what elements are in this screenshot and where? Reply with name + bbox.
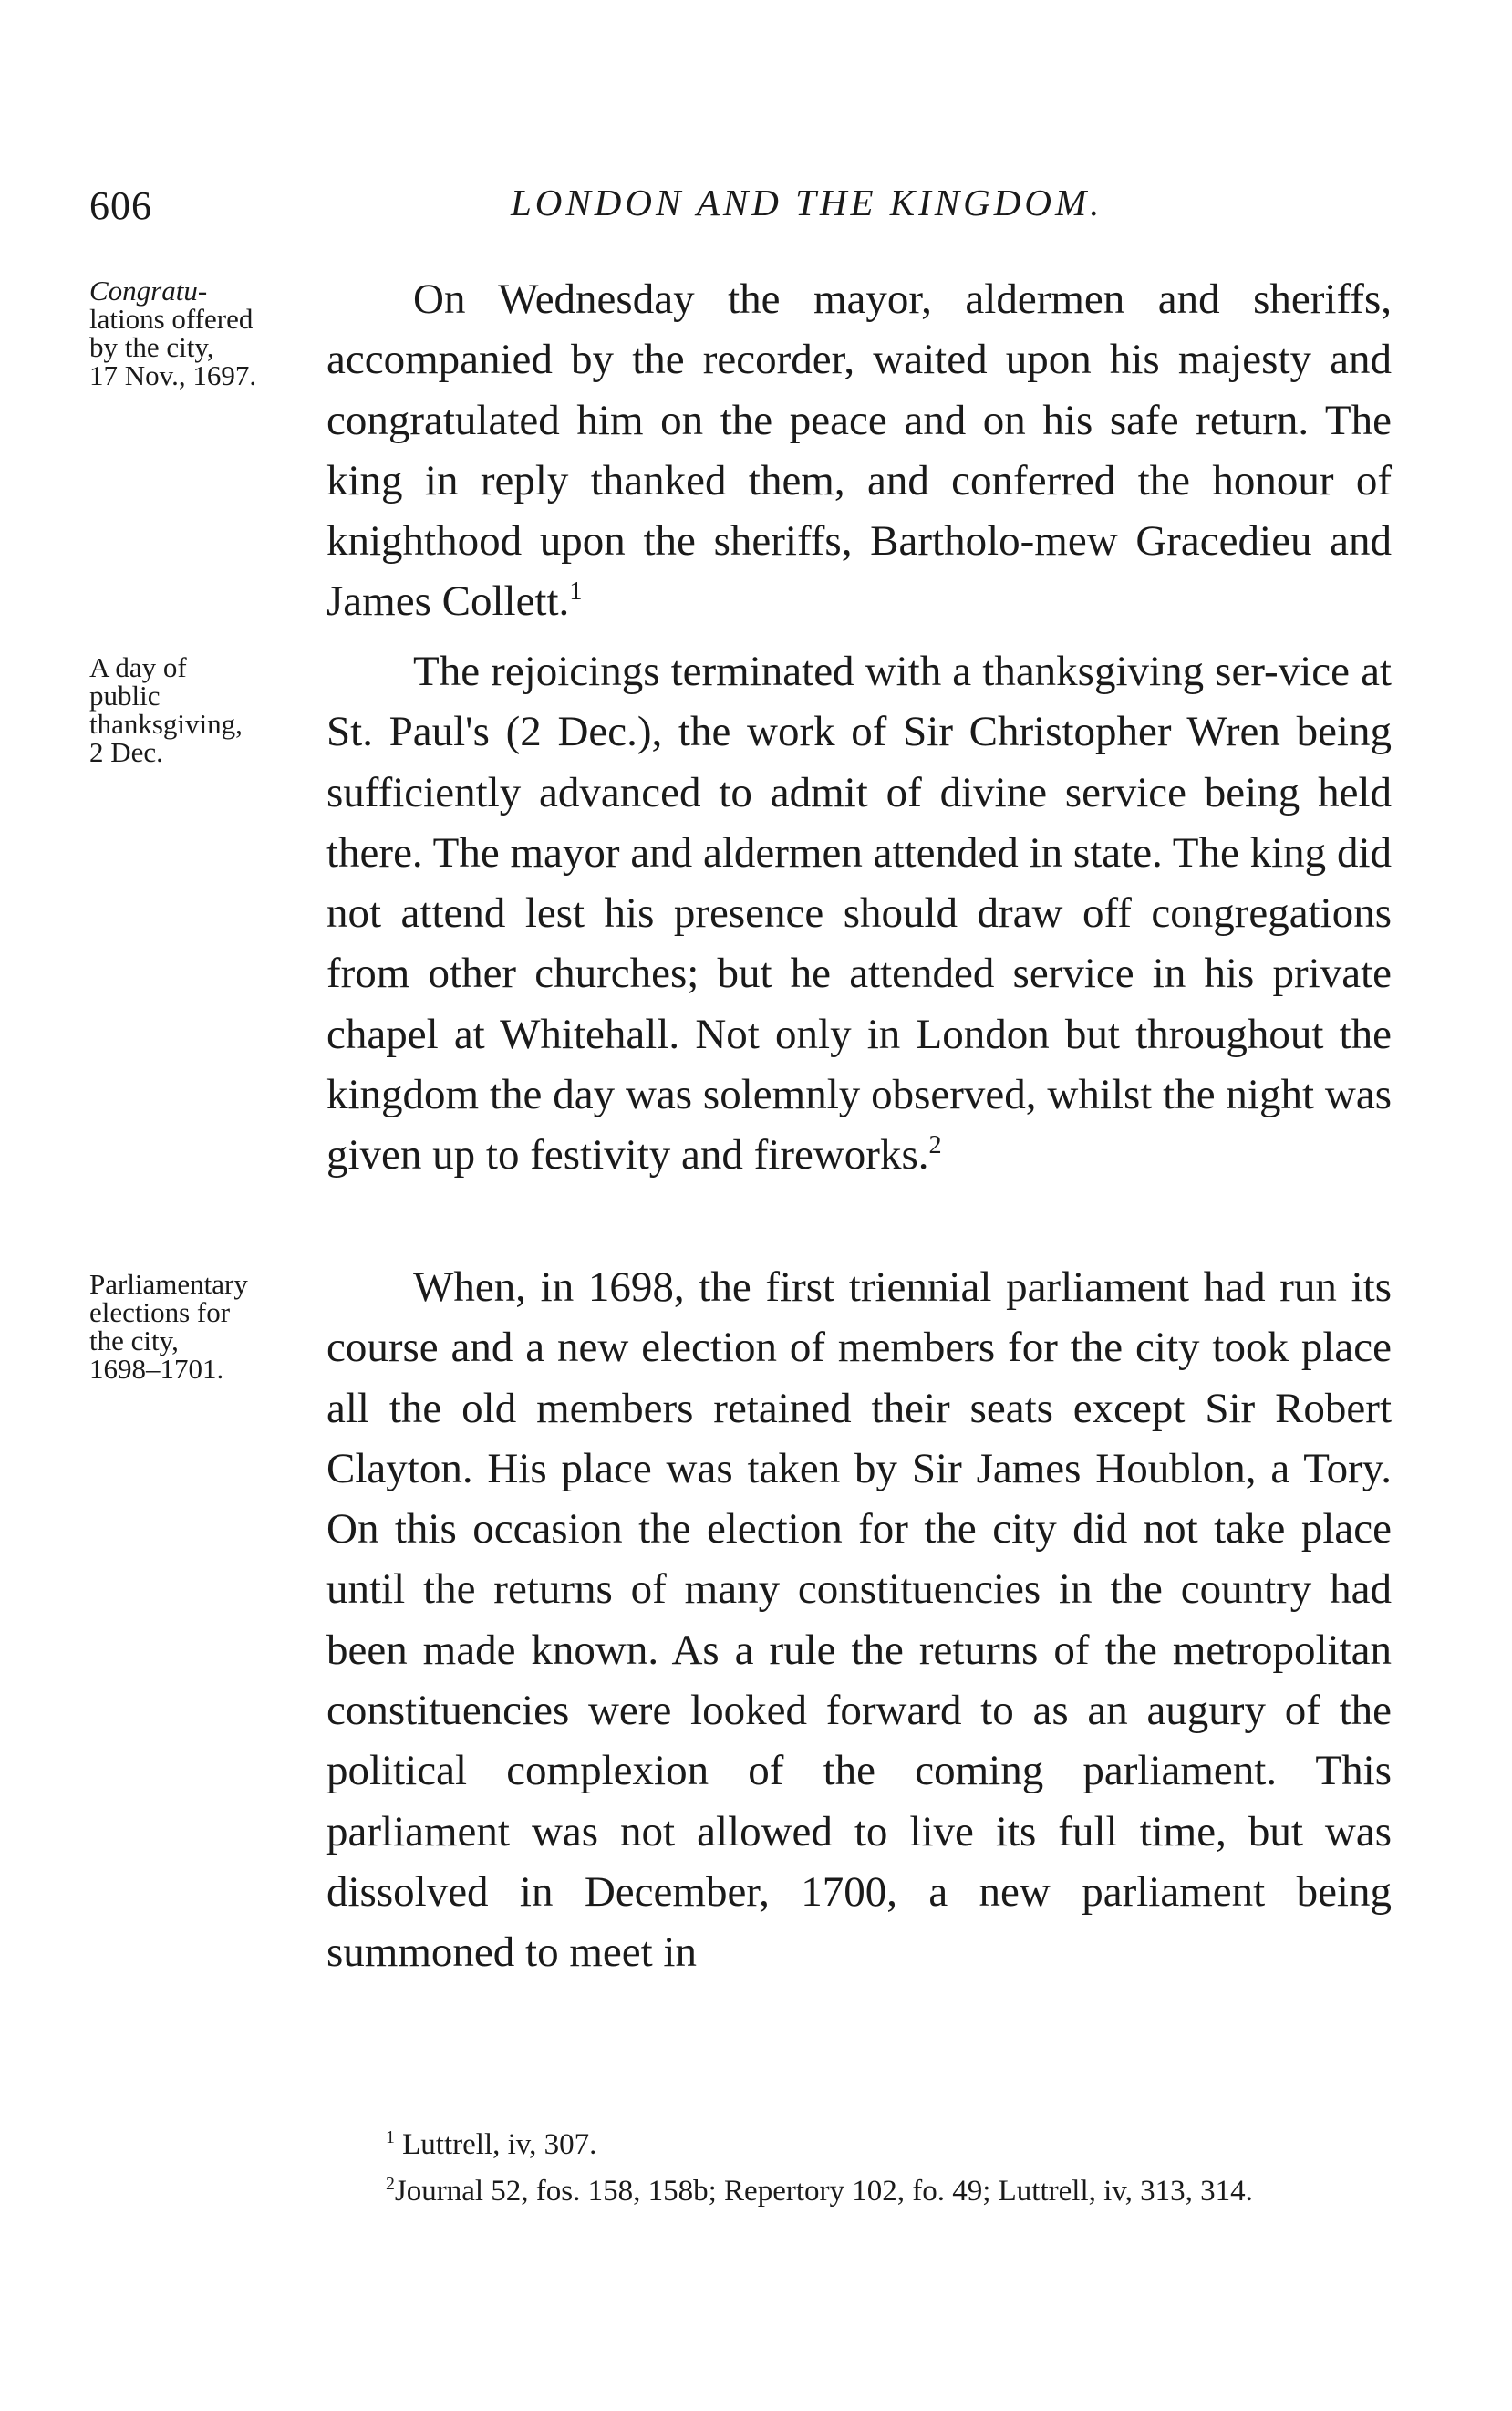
footnote-text: Luttrell, iv, 307. xyxy=(402,2128,597,2161)
sidenote-line: Congratu- xyxy=(89,275,208,307)
sidenote-elections xyxy=(89,1270,317,1383)
footnote-1 xyxy=(326,2122,1392,2168)
sidenote-line: by the city, xyxy=(89,331,214,363)
paragraph-text: When, in 1698, the first triennial parliament had run its course and a new election of members for the city took place all the old members retained their seats except Sir Robert Clayton. His place was taken by Sir James Houblon, a Tory. On this occasion the election for the city did not take place until the returns of many constituencies in the country had been made known. As a rule the returns of the metropolitan constituencies were looked forward to as an augury of the political complexion of the coming parliament. This parliament was not allowed to live its full time, but was dissolved in December, 1700, a new parliament being summoned to meet in xyxy=(326,1263,1392,1977)
sidenote-congratulations xyxy=(89,276,317,390)
sidenote-line: thanksgiving, xyxy=(89,708,243,740)
paragraph-text: On Wednesday the mayor, aldermen and sheriffs, accompanied by the recorder, waited upon his majesty and congratulated him on the peace and on his safe return. The king in reply thanked them, and conferred the honour of knighthood upon the sheriffs, Bartholo-mew Gracedieu and James Collett. xyxy=(326,275,1392,626)
sidenote-line: elections for xyxy=(89,1296,231,1328)
footnote-mark: 1 xyxy=(386,2127,395,2148)
footnote-ref: 2 xyxy=(928,1131,942,1160)
sidenote-line: public xyxy=(89,680,161,712)
footnotes xyxy=(326,2122,1392,2215)
footnote-ref: 1 xyxy=(569,577,583,607)
paragraph-text: The rejoicings terminated with a thanksgiving ser-vice at St. Paul's (2 Dec.), the work of Sir Christopher Wren being sufficiently advanced to admit of divine service being held there. The mayor and aldermen attended in state. The king did not attend lest his presence should draw off congregations from other churches; but he attended service in his private chapel at Whitehall. Not only in London but throughout the kingdom the day was solemnly observed, whilst the night was given up to festivity and fireworks. xyxy=(326,648,1392,1180)
paragraph-elections xyxy=(326,1257,1392,1983)
paragraph-congratulations xyxy=(326,269,1392,632)
footnote-mark: 2 xyxy=(386,2174,395,2195)
sidenote-line: lations offered xyxy=(89,303,254,335)
sidenote-line: 17 Nov., 1697. xyxy=(89,359,257,391)
sidenote-line: 1698–1701. xyxy=(89,1353,224,1385)
sidenote-line: the city, xyxy=(89,1325,179,1356)
sidenote-thanksgiving xyxy=(89,653,317,766)
page-number: 606 xyxy=(89,183,152,228)
paragraph-thanksgiving xyxy=(326,641,1392,1186)
sidenote-line: A day of xyxy=(89,651,187,683)
footnote-text: Journal 52, fos. 158, 158b; Repertory 102, fo. 49; Luttrell, iv, 313, 314. xyxy=(394,2175,1253,2208)
running-head: LONDON AND THE KINGDOM. xyxy=(511,182,1103,223)
sidenote-line: Parliamentary xyxy=(89,1268,248,1300)
sidenote-line: 2 Dec. xyxy=(89,736,163,768)
footnote-2 xyxy=(326,2168,1392,2215)
